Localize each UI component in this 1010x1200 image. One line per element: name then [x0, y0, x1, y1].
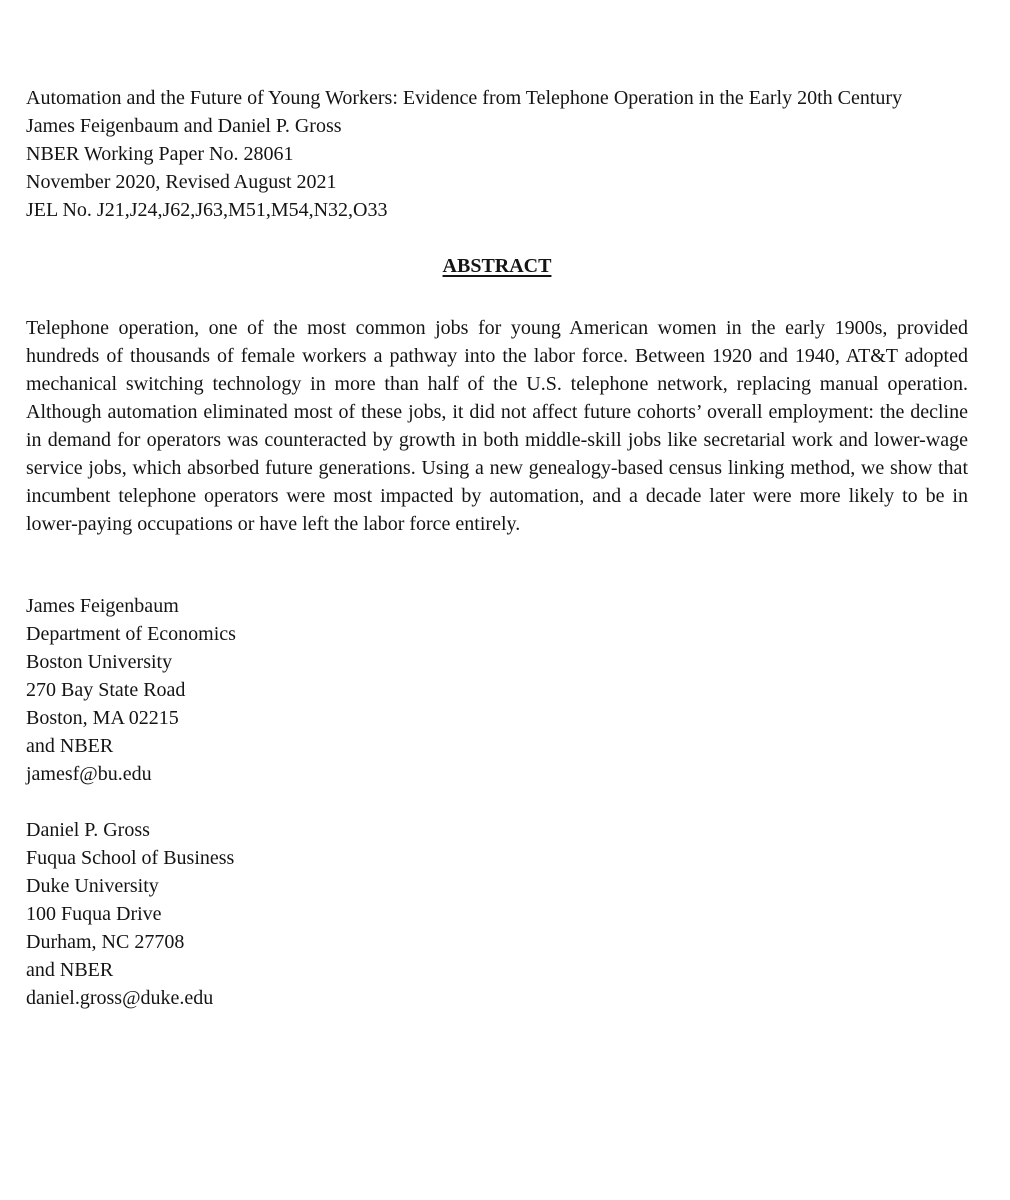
- jel-codes: JEL No. J21,J24,J62,J63,M51,M54,N32,O33: [26, 199, 388, 221]
- abstract-text: Telephone operation, one of the most common jobs for young American women in the early 1900s, provided hundreds of thousands of female workers a pathway into the labor force. Between 1920 and 1940, AT&T adopted mechanical switching technology in more than half of the U.S. telephone network, replacing manual operation. Although automation eliminated most of these jobs, it did not affect future cohorts’ overall employment: the decline in demand for operators was counteracted by growth in both middle-skill jobs like secretarial work and lower-wage service jobs, which absorbed future generations. Using a new genealogy-based census linking method, we show that incumbent telephone operators were most impacted by automation, and a decade later were more likely to be in lower-paying occupations or have left the labor force entirely.: [26, 317, 968, 535]
- abstract-heading-text: ABSTRACT: [442, 255, 552, 277]
- abstract-heading: [26, 252, 968, 280]
- paper-header: [26, 84, 968, 224]
- contact-line: Department of Economics: [26, 623, 236, 645]
- contact-line: Boston University: [26, 651, 173, 673]
- contact-name: Daniel P. Gross: [26, 819, 150, 841]
- working-paper-number: NBER Working Paper No. 28061: [26, 143, 294, 165]
- paper-title: Automation and the Future of Young Workers: Evidence from Telephone Operation in the Early 20th Century: [26, 87, 903, 109]
- paper-date: November 2020, Revised August 2021: [26, 171, 337, 193]
- author-contact-block-feigenbaum: [26, 592, 968, 788]
- contact-line: Durham, NC 27708: [26, 931, 185, 953]
- contact-line: and NBER: [26, 959, 114, 981]
- contact-line: 100 Fuqua Drive: [26, 903, 162, 925]
- contact-line: Fuqua School of Business: [26, 847, 235, 869]
- author-contact-block-gross: [26, 816, 968, 1012]
- contact-email: jamesf@bu.edu: [26, 763, 152, 785]
- paper-authors: James Feigenbaum and Daniel P. Gross: [26, 115, 342, 137]
- contact-line: 270 Bay State Road: [26, 679, 186, 701]
- contact-line: and NBER: [26, 735, 114, 757]
- contact-line: Boston, MA 02215: [26, 707, 179, 729]
- contact-email: daniel.gross@duke.edu: [26, 987, 214, 1009]
- contact-line: Duke University: [26, 875, 159, 897]
- contact-name: James Feigenbaum: [26, 595, 179, 617]
